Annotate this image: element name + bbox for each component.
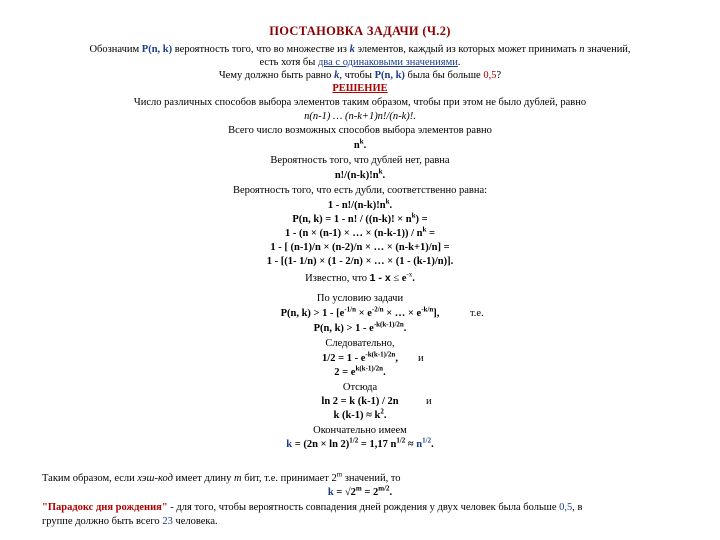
text: = 2 <box>361 487 379 498</box>
text: Чему должно быть равно <box>218 70 335 81</box>
solution-line <box>0 366 720 379</box>
text: k <box>422 225 427 234</box>
solution-line <box>0 199 720 212</box>
text: . <box>382 170 386 181</box>
conclusion-line-1 <box>42 472 702 485</box>
solution-line: Отсюда <box>342 382 378 393</box>
text: ≤ <box>390 273 402 284</box>
text: элементов, каждый из которых может принимать <box>354 44 580 55</box>
text: k (k-1) ≈ k <box>333 410 381 421</box>
text: P(n, k) = 1 - n! / ((n-k)! × n <box>292 214 412 225</box>
text: k(k-1)/2n <box>355 364 384 373</box>
solution-line <box>0 272 720 285</box>
text: × … × e <box>383 308 422 319</box>
solution-line <box>0 307 720 320</box>
text: k <box>385 197 390 206</box>
text: n!/(n-k)!n <box>334 170 379 181</box>
text: = (2n × ln 2) <box>292 439 350 450</box>
text: , <box>395 353 398 364</box>
text: - для того, чтобы вероятность совпадения дней рождения у двух человек была больше <box>167 502 560 513</box>
solution-line: т.е. <box>470 308 484 319</box>
text: 2 = e <box>334 367 356 378</box>
page-title: ПОСТАНОВКА ЗАДАЧИ (Ч.2) <box>269 24 451 38</box>
text: n <box>353 140 360 151</box>
solution-line <box>0 139 720 152</box>
text: Обозначим <box>89 44 142 55</box>
text: k <box>286 439 293 450</box>
solution-line: Следовательно, <box>325 338 395 349</box>
text: 1 - (n × (n-1) × … × (n-k-1)) / n <box>284 228 423 239</box>
text: имеет длину <box>172 473 235 484</box>
intro-line-2 <box>0 56 720 69</box>
text: 0,5 <box>559 502 573 513</box>
text: P(n, k) > 1 - [e <box>280 308 345 319</box>
text: k <box>359 137 364 146</box>
solution-line <box>0 169 720 182</box>
text: . <box>363 140 367 151</box>
conclusion-line-4 <box>42 515 702 528</box>
text: человека. <box>172 516 218 527</box>
text: значений, <box>584 44 631 55</box>
solution-line <box>0 322 720 335</box>
solution-line: Число различных способов выбора элементов таким образом, чтобы при этом не было дублей, равно <box>133 97 587 108</box>
solution-line: 1 - [(1- 1/n) × (1 - 2/n) × … × (1 - (k-1)/n)]. <box>266 256 454 267</box>
text: m <box>336 470 343 479</box>
text: 1/2 <box>349 436 359 445</box>
text: n <box>416 439 423 450</box>
text: 1 - n!/(n-k)!n <box>327 200 386 211</box>
solution-line: По условию задачи <box>316 293 404 304</box>
text: группе должно быть всего <box>42 516 163 527</box>
text: P(n, k) <box>374 70 405 81</box>
text: 1/2 <box>396 436 406 445</box>
text: . <box>389 487 393 498</box>
text: . <box>403 323 407 334</box>
text: k <box>378 167 383 176</box>
solution-label: РЕШЕНИЕ <box>332 83 388 94</box>
solution-line <box>0 352 720 365</box>
solution-line: и <box>418 353 424 364</box>
solution-line: 1 - [ (n-1)/n × (n-2)/n × … × (n-k+1)/n] = <box>270 242 450 253</box>
text: бит, т.е. принимает 2 <box>241 473 337 484</box>
solution-line: Вероятность того, что есть дубли, соответственно равна: <box>232 185 488 196</box>
text: хэш-код <box>137 473 173 484</box>
text: Таким образом, если <box>42 473 138 484</box>
solution-line: n(n-1) … (n-k+1)n!/(n-k)!. <box>304 111 416 122</box>
text: два с одинаковыми значениями <box>317 57 458 68</box>
text: m/2 <box>378 484 390 493</box>
text: . <box>412 273 415 284</box>
solution-line: Окончательно имеем <box>313 425 407 436</box>
solution-line: ln 2 = k (k-1) / 2n <box>321 396 399 407</box>
final-formula <box>0 438 720 451</box>
intro-line-3 <box>0 69 720 82</box>
solution-line <box>0 409 720 422</box>
text: , в <box>572 502 583 513</box>
text: -k(k-1)/2n <box>373 320 404 329</box>
solution-line: и <box>426 396 432 407</box>
text: 23 <box>162 516 173 527</box>
text: ], <box>433 308 440 319</box>
text: = 1,17 n <box>358 439 397 450</box>
text: есть хотя бы <box>259 57 318 68</box>
text: . <box>457 57 461 68</box>
text: вероятность того, что во множестве из <box>172 44 350 55</box>
text: k <box>327 487 334 498</box>
text: m <box>234 473 242 484</box>
text: , чтобы <box>339 70 375 81</box>
text: × e <box>356 308 372 319</box>
text: = <box>426 228 436 239</box>
text: 1/2 <box>422 436 432 445</box>
text: ≈ <box>405 439 417 450</box>
text: k <box>349 44 355 55</box>
text: P(n, k) > 1 - e <box>313 323 374 334</box>
text: -2/n <box>371 305 384 314</box>
text: n <box>579 44 585 55</box>
text: m <box>355 484 362 493</box>
text: k <box>411 211 416 220</box>
text: Известно, что <box>305 273 370 284</box>
text: -k(k-1)/2n <box>365 350 396 359</box>
text: e <box>401 273 407 284</box>
text: 2 <box>380 407 384 416</box>
text: -x <box>406 270 413 279</box>
intro-line-1 <box>0 43 720 56</box>
text: 0,5 <box>483 70 497 81</box>
text: -k/n <box>421 305 434 314</box>
text: . <box>383 367 386 378</box>
solution-line: Всего число возможных способов выбора элементов равно <box>228 125 492 136</box>
solution-line <box>0 227 720 240</box>
text: ) = <box>415 214 428 225</box>
text: P(n, k) <box>141 44 173 55</box>
text: . <box>389 200 393 211</box>
conclusion-line-3 <box>42 501 702 514</box>
conclusion-formula <box>0 486 720 499</box>
text: = √2 <box>333 487 356 498</box>
text: значений, то <box>342 473 401 484</box>
text: . <box>431 439 434 450</box>
text: k <box>334 70 340 81</box>
text: 1 - x <box>369 272 391 284</box>
text: . <box>383 410 387 421</box>
text: -1/n <box>344 305 356 314</box>
solution-line: Вероятность того, что дублей нет, равна <box>270 155 450 166</box>
solution-line <box>0 213 720 226</box>
text: была бы больше <box>404 70 484 81</box>
text: 1/2 = 1 - e <box>322 353 366 364</box>
text: ? <box>496 70 502 81</box>
text: "Парадокс дня рождения" <box>42 502 168 513</box>
